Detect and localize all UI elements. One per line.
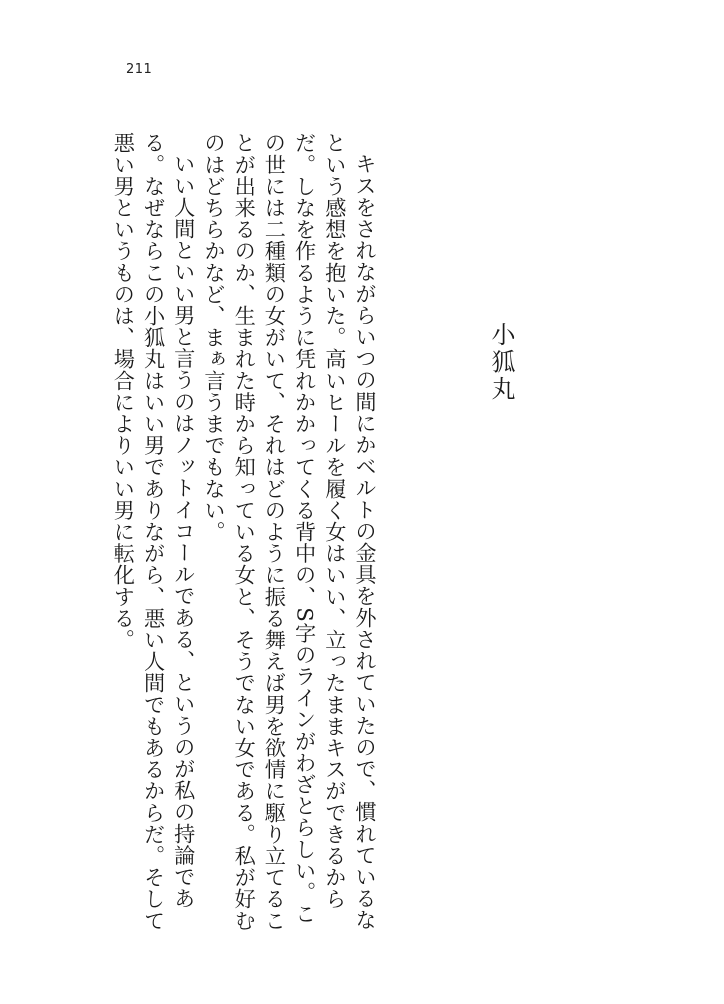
page-number: 211 xyxy=(126,62,153,77)
paragraph: キスをされながらいつの間にかベルトの金具を外されていたので、慣れているなという感想を抱いた。高いヒールを履く女はいい、立ったままキスができるからだ。しなを作るように凭れかかってくる背中の、S字のラインがわざとらしい。この世には二種類の女がいて、それはどのように振る舞えば男を欲情に駆り立てることが出来るのか、生まれた時から知っている女と、そうでない女である。私が好むのはどちらかなど、まぁ言うまでもない。 xyxy=(201,132,378,932)
body-text xyxy=(100,132,380,932)
chapter-title: 小狐丸 xyxy=(487,322,515,403)
paragraph: いい人間といい男と言うのはノットイコールである、というのが私の持論である。なぜならこの小狐丸はいい男でありながら、悪い人間でもあるからだ。そして悪い男というものは、場合によりいい男に転化する。 xyxy=(111,132,197,932)
